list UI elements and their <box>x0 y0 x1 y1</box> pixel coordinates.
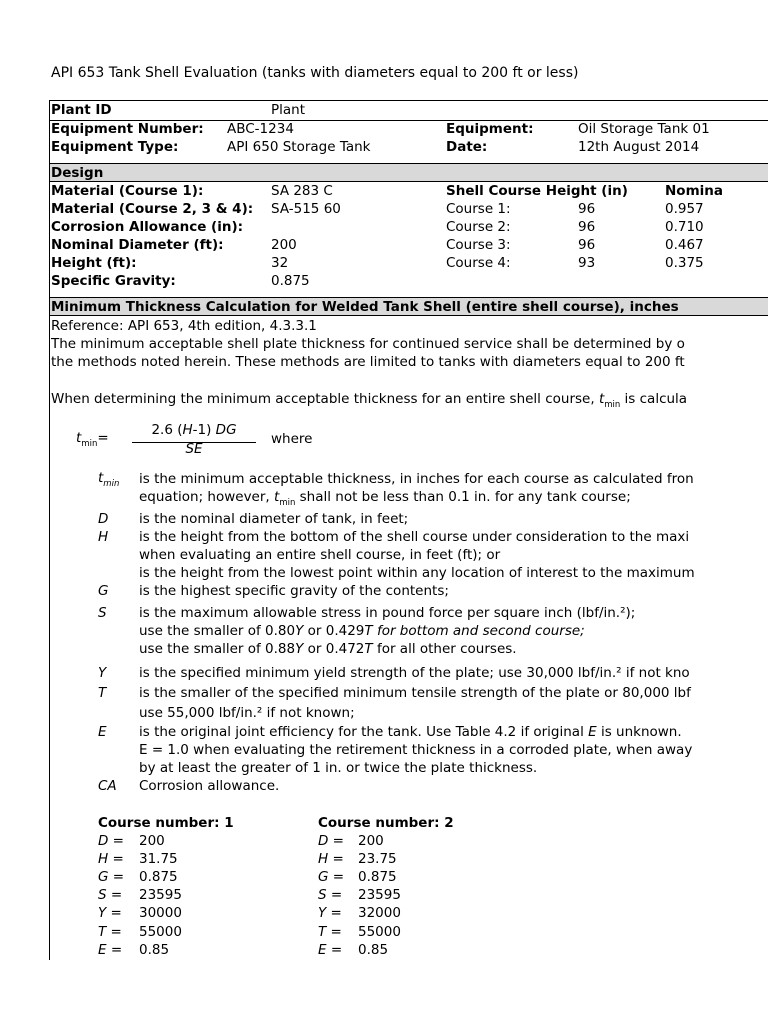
course-calc-value: 200 <box>139 833 165 849</box>
course-calc-symbol: Y = <box>318 905 342 921</box>
design-row-label: Specific Gravity: <box>51 273 176 289</box>
shell-course-header: Shell Course Height (in) <box>446 183 628 199</box>
date-label: Date: <box>446 139 488 155</box>
course-calc-title: Course number: 1 <box>98 815 234 831</box>
def-s-symbol: S <box>98 605 107 621</box>
course-calc-value: 200 <box>358 833 384 849</box>
course-calc-value: 55000 <box>358 924 401 940</box>
course-height: 93 <box>578 255 596 271</box>
course-calc-value: 31.75 <box>139 851 178 867</box>
design-row-label: Height (ft): <box>51 255 137 271</box>
nominal-header: Nomina <box>665 183 723 199</box>
design-band <box>50 164 768 181</box>
design-row-value: 32 <box>271 255 289 271</box>
course-calc-symbol: S = <box>318 887 343 903</box>
course-calc-symbol: H = <box>98 851 124 867</box>
def-t-text: use 55,000 lbf/in.² if not known; <box>139 705 355 721</box>
def-g-text: is the highest specific gravity of the contents; <box>139 583 449 599</box>
design-row-value: 200 <box>271 237 297 253</box>
def-ca-symbol: CA <box>98 778 117 794</box>
def-s-text: use the smaller of 0.88Y or 0.472T for all other courses. <box>139 641 517 657</box>
paragraph-line: The minimum acceptable shell plate thickness for continued service shall be determined by o <box>51 336 685 352</box>
course-calc-symbol: Y = <box>98 905 122 921</box>
def-y-text: is the specified minimum yield strength of the plate; use 30,000 lbf/in.² if not kno <box>139 665 690 681</box>
equipment-number-label: Equipment Number: <box>51 121 204 137</box>
course-calc-value: 23595 <box>358 887 401 903</box>
def-t-symbol: T <box>98 685 107 701</box>
course-height: 96 <box>578 237 596 253</box>
design-row-value: 0.875 <box>271 273 310 289</box>
course-label: Course 1: <box>446 201 511 217</box>
course-nominal: 0.957 <box>665 201 704 217</box>
course-calc-value: 30000 <box>139 905 182 921</box>
def-h-text: is the height from the bottom of the shell course under consideration to the maxi <box>139 529 690 545</box>
def-s-text: is the maximum allowable stress in pound force per square inch (lbf/in.²); <box>139 605 636 621</box>
design-row-label: Nominal Diameter (ft): <box>51 237 224 253</box>
course-calc-value: 23.75 <box>358 851 397 867</box>
course-nominal: 0.375 <box>665 255 704 271</box>
course-calc-value: 32000 <box>358 905 401 921</box>
course-calc-symbol: E = <box>98 942 123 958</box>
paragraph-tmin: When determining the minimum acceptable thickness for an entire shell course, $t_{min}$ is calcula <box>51 391 688 410</box>
paragraph-line: the methods noted herein. These methods are limited to tanks with diameters equal to 200 ft <box>51 354 685 370</box>
formula-where: where <box>271 431 313 447</box>
formula-numerator: 2.6 (H-1) DG <box>151 422 237 438</box>
def-d-text: is the nominal diameter of tank, in feet; <box>139 511 409 527</box>
course-nominal: 0.710 <box>665 219 704 235</box>
plant-id-label: Plant ID <box>51 102 112 118</box>
course-label: Course 4: <box>446 255 511 271</box>
equipment-type-label: Equipment Type: <box>51 139 179 155</box>
def-tmin-text-2: equation; however, $t_{min}$ shall not be less than 0.1 in. for any tank course; <box>139 489 631 508</box>
equipment-value: Oil Storage Tank 01 <box>578 121 710 137</box>
course-calc-value: 0.875 <box>139 869 178 885</box>
design-row-label: Material (Course 1): <box>51 183 204 199</box>
design-header: Design <box>51 165 104 181</box>
def-e-symbol: E <box>98 724 107 740</box>
date-value: 12th August 2014 <box>578 139 700 155</box>
def-tmin-text: is the minimum acceptable thickness, in inches for each course as calculated fron <box>139 471 694 487</box>
def-e-text: by at least the greater of 1 in. or twice the plate thickness. <box>139 760 538 776</box>
course-calc-value: 0.85 <box>139 942 170 958</box>
course-calc-symbol: S = <box>98 887 123 903</box>
def-e-text: E = 1.0 when evaluating the retirement thickness in a corroded plate, when away <box>139 742 693 758</box>
course-calc-symbol: H = <box>318 851 344 867</box>
course-calc-symbol: G = <box>98 869 125 885</box>
course-calc-value: 55000 <box>139 924 182 940</box>
course-calc-value: 0.85 <box>358 942 389 958</box>
course-calc-symbol: D = <box>318 833 344 849</box>
course-calc-value: 0.875 <box>358 869 397 885</box>
design-row-value: SA 283 C <box>271 183 333 199</box>
course-label: Course 2: <box>446 219 511 235</box>
course-calc-symbol: T = <box>98 924 122 940</box>
def-h-text: when evaluating an entire shell course, in feet (ft); or <box>139 547 501 563</box>
def-s-text: use the smaller of 0.80Y or 0.429T for bottom and second course; <box>139 623 585 639</box>
course-calc-value: 23595 <box>139 887 182 903</box>
def-h-text: is the height from the lowest point within any location of interest to the maximum <box>139 565 695 581</box>
design-row-label: Corrosion Allowance (in): <box>51 219 244 235</box>
design-row-value: SA-515 60 <box>271 201 341 217</box>
course-height: 96 <box>578 201 596 217</box>
equipment-type-value: API 650 Storage Tank <box>227 139 371 155</box>
divider <box>49 315 768 316</box>
course-nominal: 0.467 <box>665 237 704 253</box>
divider <box>49 181 768 182</box>
def-tmin-symbol: $t_{min}$ <box>98 470 120 489</box>
def-g-symbol: G <box>98 583 109 599</box>
reference-text: Reference: API 653, 4th edition, 4.3.3.1 <box>51 318 317 334</box>
design-row-label: Material (Course 2, 3 & 4): <box>51 201 254 217</box>
formula-denominator: SE <box>185 441 203 457</box>
def-h-symbol: H <box>98 529 109 545</box>
course-calc-symbol: D = <box>98 833 124 849</box>
plant-id-value: Plant <box>271 102 306 118</box>
def-e-text: is the original joint efficiency for the tank. Use Table 4.2 if original E is unknown. <box>139 724 682 740</box>
course-calc-symbol: T = <box>318 924 342 940</box>
def-y-symbol: Y <box>98 665 107 681</box>
course-label: Course 3: <box>446 237 511 253</box>
formula-lhs: $t_{min}=$ <box>76 430 109 449</box>
def-ca-text: Corrosion allowance. <box>139 778 280 794</box>
document-title: API 653 Tank Shell Evaluation (tanks with diameters equal to 200 ft or less) <box>51 65 579 81</box>
equipment-label: Equipment: <box>446 121 534 137</box>
min-thickness-header: Minimum Thickness Calculation for Welded Tank Shell (entire shell course), inches <box>51 299 679 315</box>
course-calc-symbol: G = <box>318 869 345 885</box>
def-t-text: is the smaller of the specified minimum tensile strength of the plate or 80,000 lbf <box>139 685 691 701</box>
def-d-symbol: D <box>98 511 109 527</box>
course-calc-title: Course number: 2 <box>318 815 454 831</box>
divider <box>49 100 768 101</box>
course-height: 96 <box>578 219 596 235</box>
equipment-number-value: ABC-1234 <box>227 121 294 137</box>
course-calc-symbol: E = <box>318 942 343 958</box>
